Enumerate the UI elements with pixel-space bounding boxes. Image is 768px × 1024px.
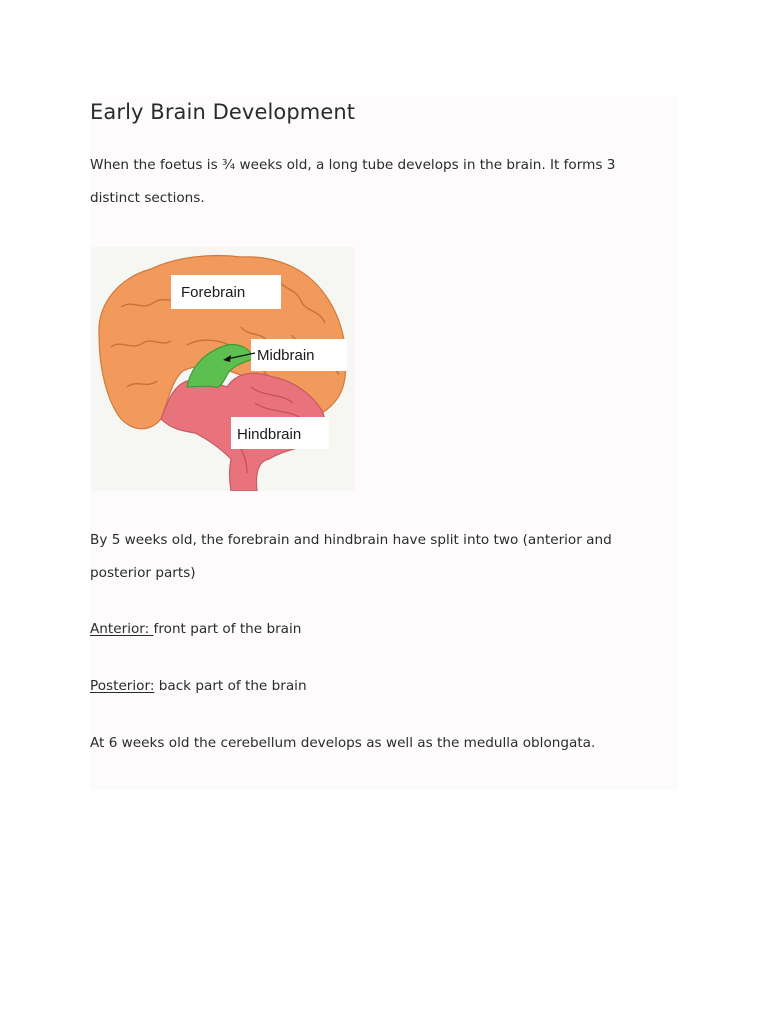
six-weeks-paragraph: At 6 weeks old the cerebellum develops as well as the medulla oblongata. <box>90 735 596 751</box>
brain-diagram-svg <box>91 247 355 491</box>
midbrain-label: Midbrain <box>257 347 315 364</box>
anterior-definition <box>90 613 650 646</box>
anterior-text: front part of the brain <box>153 621 302 637</box>
hindbrain-label: Hindbrain <box>237 426 302 443</box>
posterior-definition <box>90 670 650 703</box>
posterior-text: back part of the brain <box>154 678 307 694</box>
split-paragraph: By 5 weeks old, the forebrain and hindbrain have split into two (anterior and posterior parts) <box>90 532 612 581</box>
anterior-term: Anterior: <box>90 621 154 637</box>
forebrain-label: Forebrain <box>181 284 246 301</box>
posterior-term: Posterior: <box>90 678 155 694</box>
document-title: Early Brain Development <box>90 100 356 124</box>
brain-diagram <box>91 247 355 491</box>
intro-paragraph: When the foetus is ¾ weeks old, a long tube develops in the brain. It forms 3 distinct sections. <box>90 157 616 206</box>
